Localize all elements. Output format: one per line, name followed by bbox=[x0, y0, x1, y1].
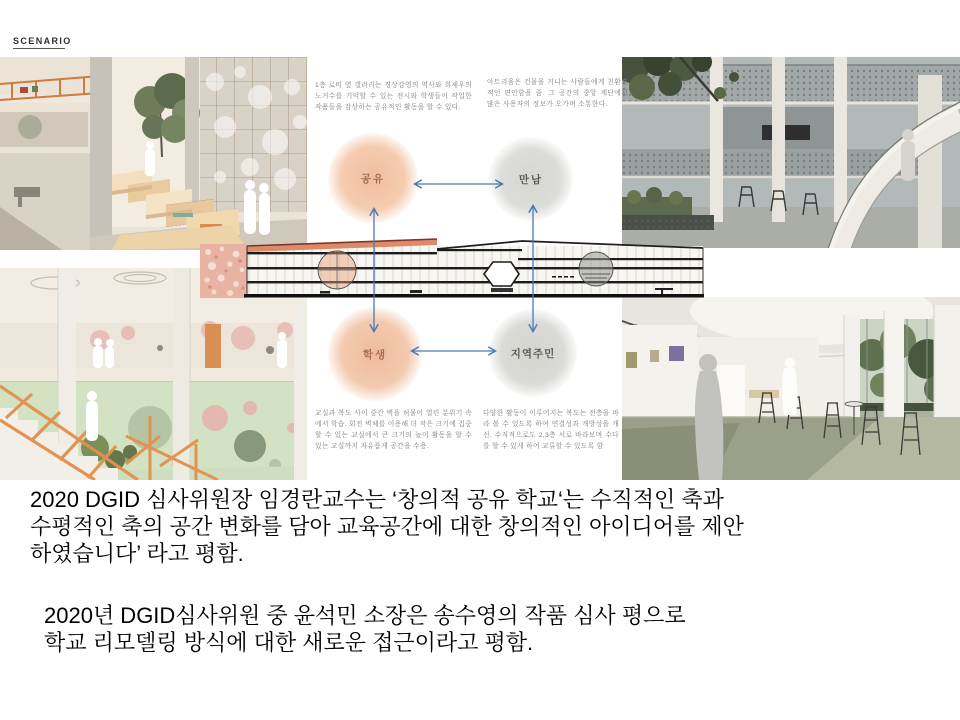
lobby-render-image bbox=[0, 57, 307, 250]
review-2-line-1: 2020년 DGID심사위원 중 윤석민 소장은 송수영의 작품 심사 평으로 bbox=[44, 603, 686, 628]
render-gallery-corridor bbox=[622, 297, 960, 480]
note-atrium: 아트리움은 건물을 거니는 사람들에게 친환경적인 편안함을 줌. 그 공간의 중앙 계단에서 많은 사용자의 정보가 오가며 소통한다. bbox=[487, 79, 628, 108]
atrium-render-image bbox=[622, 57, 960, 248]
page-title: SCENARIO bbox=[13, 36, 72, 46]
building-section-drawing bbox=[200, 236, 715, 302]
node-student bbox=[328, 307, 422, 401]
section-drawing-image bbox=[200, 236, 715, 302]
gallery-render-image bbox=[622, 297, 960, 480]
node-meeting bbox=[489, 137, 573, 221]
node-share-label: 공유 bbox=[360, 172, 386, 185]
note-corridor: 다양한 활동이 이루어지는 복도는 전층을 바라 볼 수 있도록 하여 연결성과 개방성을 개선. 수직적으로도 2,3층 서로 바라보며 수다를 할 수 있게 하여 교류할 수 있도록 함 bbox=[483, 410, 619, 450]
review-paragraph-1 bbox=[30, 486, 744, 567]
node-student-label: 학생 bbox=[362, 348, 388, 361]
render-atrium-ramp bbox=[622, 57, 960, 248]
node-resident bbox=[489, 309, 577, 397]
review-2-line-2: 학교 리모델링 방식에 대한 새로운 접근이라고 평함. bbox=[44, 630, 534, 655]
review-paragraph-2 bbox=[44, 602, 686, 656]
node-resident-label: 지역주민 bbox=[510, 347, 556, 360]
review-1-line-1: 2020 DGID 심사위원장 임경란교수는 ‘창의적 공유 학교‘는 수직적인 축과 bbox=[30, 487, 724, 512]
node-meeting-label: 만남 bbox=[518, 173, 544, 186]
review-1-line-2: 수평적인 축의 공간 변화를 담아 교육공간에 대한 창의적인 아이디어를 제안 bbox=[30, 514, 744, 539]
note-lobby-gallery: 1층 로비 옆 갤러리는 경상감영의 역사와 희제우의 노거수를 기억할 수 있는 전시와 학생들이 작업한 작품들을 감상하는 공유적인 활동을 할 수 있다. bbox=[315, 82, 472, 111]
note-classroom: 교실과 복도 사이 중간 벽을 허물어 열린 분위기 속에서 학습. 회전 벽체를 이용해 더 작은 크기에 집중 할 수 있는 교실에서 큰 크기의 놀이 활동을 할 수 있는 교실까지 자유롭게 공간을 수용. bbox=[315, 410, 473, 450]
render-lobby-terraced-seating bbox=[0, 57, 307, 250]
review-1-line-3: 하였습니다’ 라고 평함. bbox=[30, 541, 244, 566]
title-underline bbox=[13, 48, 65, 49]
node-share bbox=[328, 133, 418, 223]
